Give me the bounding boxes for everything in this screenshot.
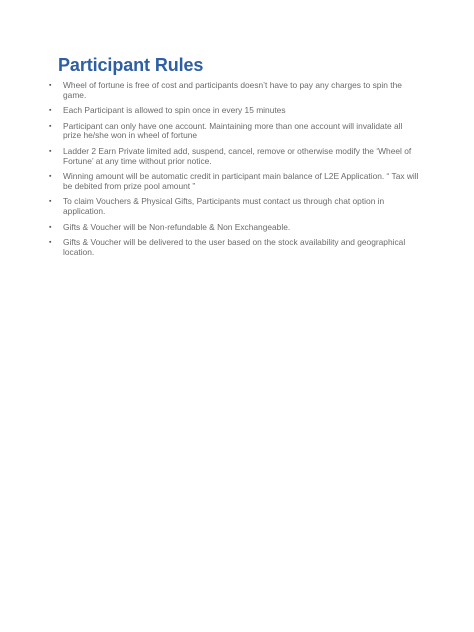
rule-text: Winning amount will be automatic credit in participant main balance of L2E Application. “ Tax will be debited from prize pool amount ” [63, 171, 419, 191]
bullet-icon: ▪ [49, 147, 52, 155]
rule-text: Participant can only have one account. Maintaining more than one account will invalidate all prize he/she won in wheel of fortune [63, 120, 403, 141]
bullet-icon: ▪ [49, 173, 52, 181]
rule-item [49, 147, 419, 166]
rule-text: Wheel of fortune is free of cost and participants doesn’t have to pay any charges to spin the game. [63, 80, 402, 100]
rule-item [49, 122, 419, 141]
rule-item [49, 81, 419, 100]
rules-list [49, 81, 419, 263]
rule-item [49, 238, 419, 257]
rule-item [49, 223, 419, 233]
rule-text: Each Participant is allowed to spin once in every 15 minutes [63, 105, 286, 116]
rule-item [49, 172, 419, 191]
rule-item [49, 106, 419, 116]
bullet-icon: ▪ [49, 239, 52, 247]
rule-text: Gifts & Voucher will be Non-refundable & Non Exchangeable. [63, 221, 291, 232]
rule-text: To claim Vouchers & Physical Gifts, Participants must contact us through chat option in application. [63, 196, 385, 216]
page-title: Participant Rules [58, 55, 204, 75]
bullet-icon: ▪ [49, 122, 52, 130]
bullet-icon: ▪ [49, 107, 52, 115]
rule-text: Ladder 2 Earn Private limited add, suspend, cancel, remove or otherwise modify the ‘Wheel of Fortune’ at any time without prior notice. [63, 145, 412, 166]
bullet-icon: ▪ [49, 198, 52, 206]
rule-text: Gifts & Voucher will be delivered to the user based on the stock availability and geographical location. [63, 237, 406, 257]
rule-item [49, 197, 419, 216]
bullet-icon: ▪ [49, 223, 52, 231]
bullet-icon: ▪ [49, 82, 52, 89]
